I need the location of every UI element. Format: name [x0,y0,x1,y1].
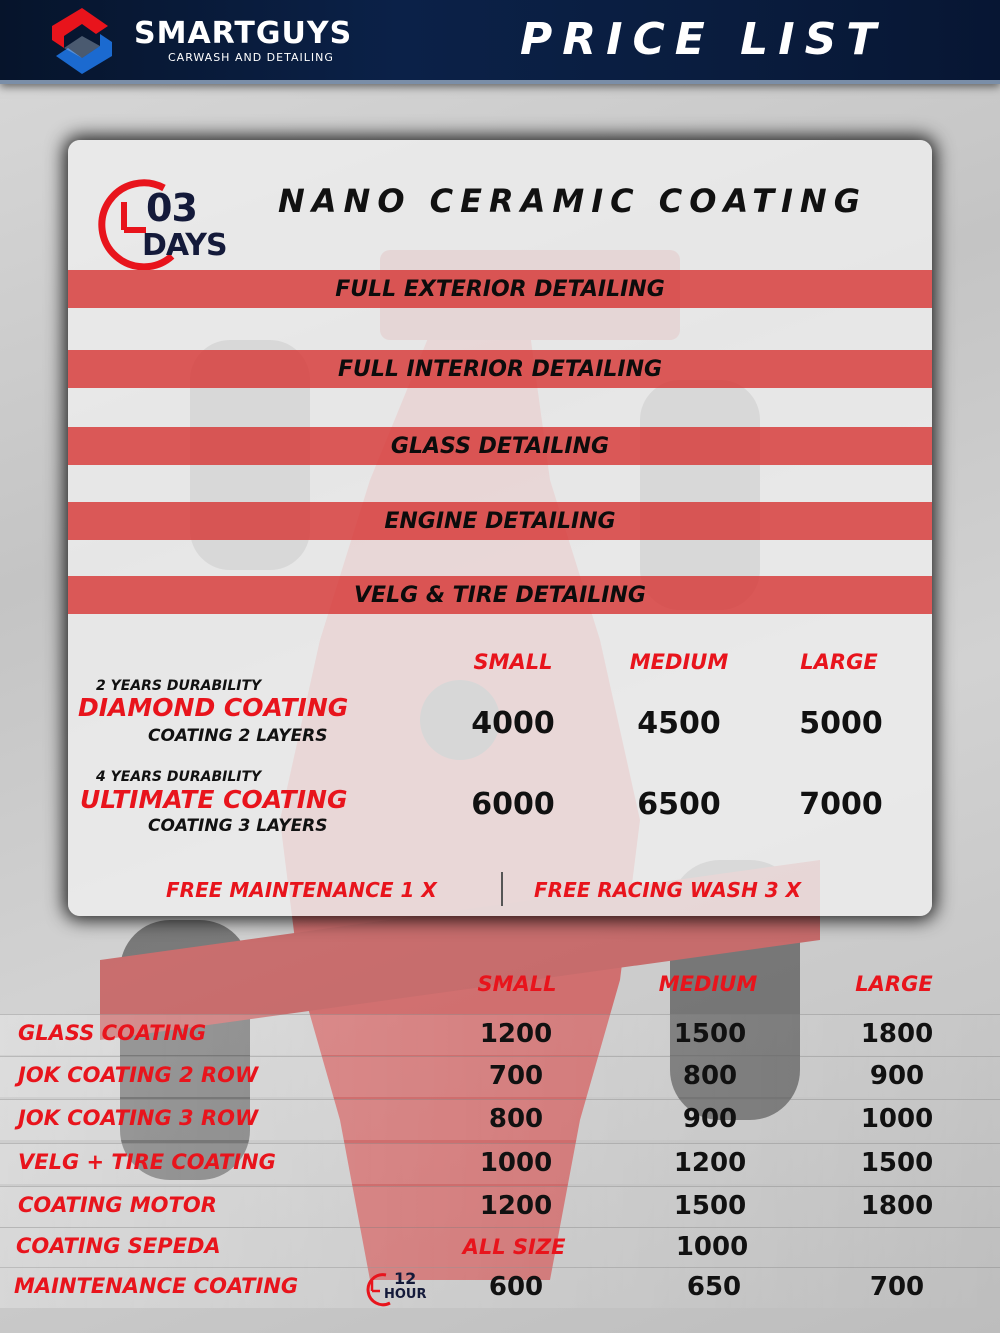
row-label: JOK COATING 3 ROW [18,1106,259,1130]
row-price-large: 1000 [860,1104,934,1134]
row-price-small: 800 [488,1104,544,1134]
maintenance-duration-unit: HOUR [384,1287,427,1302]
column-header-small: SMALL [473,650,553,674]
table-header-medium: MEDIUM [658,972,758,996]
column-header-medium: MEDIUM [629,650,729,674]
row-price-large: 900 [869,1061,925,1091]
row-label: COATING SEPEDA [16,1234,221,1258]
row-price-medium: 1200 [673,1148,747,1178]
table-row [0,1014,1000,1055]
service-item: FULL EXTERIOR DETAILING [68,270,932,308]
table-row [0,1227,1000,1268]
row-price-all-size: 1000 [675,1232,749,1262]
header-bar [0,0,1000,84]
package-name: DIAMOND COATING [78,693,349,722]
price-small: 6000 [471,787,555,822]
table-row [0,1186,1000,1227]
column-header-large: LARGE [800,650,878,674]
row-price-large: 1800 [860,1191,934,1221]
package-durability: 4 YEARS DURABILITY [96,769,262,785]
row-label: JOK COATING 2 ROW [18,1063,259,1087]
row-label: MAINTENANCE COATING [14,1274,299,1298]
price-large: 5000 [799,706,883,741]
nano-ceramic-card [68,140,932,916]
bonus-racing-wash: FREE RACING WASH 3 X [534,878,802,902]
service-item: GLASS DETAILING [68,427,932,465]
row-price-large: 700 [869,1272,925,1302]
service-item: VELG & TIRE DETAILING [68,576,932,614]
package-durability: 2 YEARS DURABILITY [96,678,262,694]
table-row [0,1267,1000,1308]
row-label: GLASS COATING [18,1021,207,1045]
page-title: PRICE LIST [520,14,887,65]
row-size-note: ALL SIZE [462,1235,566,1259]
row-price-large: 1800 [860,1019,934,1049]
price-medium: 6500 [637,787,721,822]
table-row [0,1056,1000,1097]
row-price-medium: 1500 [673,1191,747,1221]
row-price-small: 1200 [479,1191,553,1221]
maintenance-duration-value: 12 [394,1269,417,1288]
row-price-small: 1000 [479,1148,553,1178]
row-label: VELG + TIRE COATING [18,1150,276,1174]
package-layers: COATING 3 LAYERS [148,816,328,836]
price-large: 7000 [799,787,883,822]
brand-tagline: CARWASH AND DETAILING [168,51,334,64]
table-header-large: LARGE [855,972,933,996]
price-small: 4000 [471,706,555,741]
row-price-medium: 650 [686,1272,742,1302]
row-price-small: 700 [488,1061,544,1091]
service-item: ENGINE DETAILING [68,502,932,540]
price-medium: 4500 [637,706,721,741]
brand-name: SMARTGUYS [134,16,353,51]
card-title: NANO CERAMIC COATING [278,182,867,220]
row-price-large: 1500 [860,1148,934,1178]
service-item: FULL INTERIOR DETAILING [68,350,932,388]
bonus-divider [501,872,503,906]
table-row [0,1143,1000,1184]
row-price-small: 1200 [479,1019,553,1049]
row-label: COATING MOTOR [18,1193,217,1217]
table-header-small: SMALL [477,972,557,996]
bonus-maintenance: FREE MAINTENANCE 1 X [166,878,437,902]
row-price-medium: 1500 [673,1019,747,1049]
smartguys-logo-icon [44,6,120,76]
duration-value: 03 [146,186,197,230]
duration-unit: DAYS [142,228,227,263]
row-price-small: 600 [488,1272,544,1302]
package-layers: COATING 2 LAYERS [148,726,328,746]
row-price-medium: 800 [682,1061,738,1091]
package-name: ULTIMATE COATING [80,785,348,814]
table-row [0,1099,1000,1140]
row-price-medium: 900 [682,1104,738,1134]
